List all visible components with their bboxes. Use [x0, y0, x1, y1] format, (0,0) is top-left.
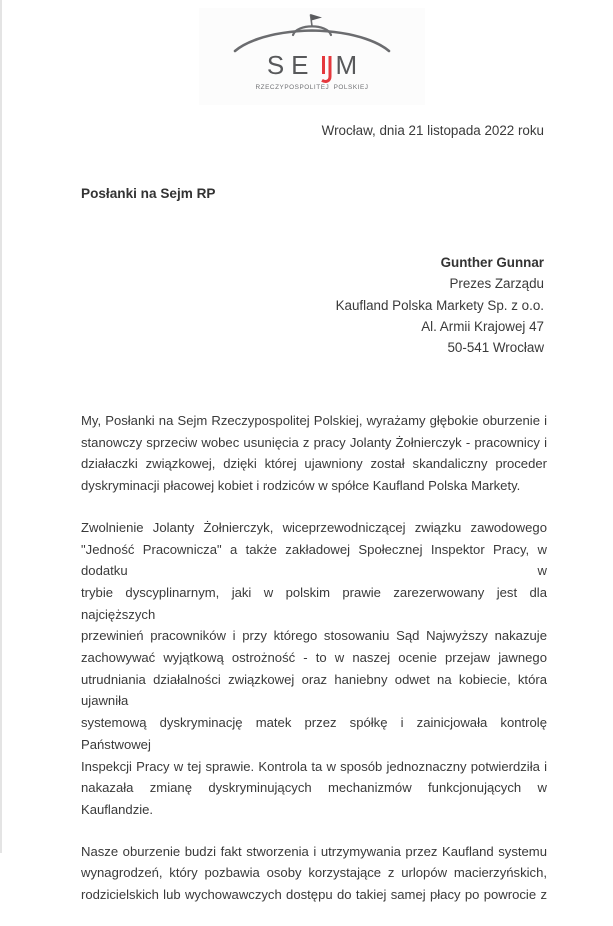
text-line: Inspekcji Pracy w tej sprawie. Kontrola ta w sposób jednoznaczny potwierdziła i: [81, 758, 547, 774]
recipient-name: Gunther Gunnar: [440, 255, 544, 270]
sejm-letter-m: M: [335, 50, 358, 80]
paragraph-2: [81, 517, 547, 821]
text-line: rodzicielskich lub wychowawczych dostępu do takiej samej płacy po powrocie z: [81, 887, 547, 903]
sejm-dome-icon: [232, 10, 392, 52]
text-line: dyskryminacji płacowej kobiet i rodziców w spółce Kaufland Polska Markety.: [81, 478, 521, 494]
recipient-company: Kaufland Polska Markety Sp. z o.o.: [335, 297, 544, 313]
text-line: wynagrodzeń, który pozbawia osoby korzystające z urlopów macierzyńskich,: [81, 865, 547, 881]
sejm-letters-se: SE: [266, 50, 316, 80]
text-line: zachowywać wyjątkową ostrożność - to w naszej ocenie przejaw jawnego: [81, 650, 547, 666]
text-line: nakazała zmianę dyskryminujących mechanizmów funkcjonujących w Kauflandzie.: [81, 780, 547, 817]
recipient-role: Prezes Zarządu: [449, 276, 544, 292]
text-line: trybie dyscyplinarnym, jaki w polskim prawie zarezerwowany jest dla najcięższych: [81, 584, 547, 622]
text-line: utrudniania działalności związkowej oraz haniebny odwet na kobiecie, która ujawniła: [81, 671, 547, 709]
text-line: stanowczy sprzeciw wobec usunięcia z pracy Jolanty Żołnierczyk - pracownicy i: [81, 434, 547, 450]
text-line: działaczki związkowej, dzięki której ujawniony został skandaliczny proceder: [81, 456, 547, 472]
sejm-logo: [199, 8, 425, 105]
paragraph-3: [81, 841, 547, 906]
letter-body: [81, 410, 547, 926]
date-line: Wrocław, dnia 21 listopada 2022 roku: [321, 123, 544, 138]
text-line: systemową dyskryminację matek przez spółkę i zainicjowała kontrolę Państwowej: [81, 715, 547, 752]
recipient-street: Al. Armii Krajowej 47: [421, 318, 544, 334]
recipient-city: 50-541 Wrocław: [447, 340, 544, 356]
sender-heading: Posłanki na Sejm RP: [81, 186, 216, 201]
sejm-letter-j-icon: [319, 55, 333, 83]
text-line: Zwolnienie Jolanty Żołnierczyk, wiceprzewodniczącej związku zawodowego: [81, 519, 547, 535]
text-line: "Jedność Pracownicza" a także zakładowej Społecznej Inspektor Pracy, w dodatku w: [81, 541, 547, 579]
logo-subtitle: RZECZYPOSPOLITEJ POLSKIEJ: [255, 84, 369, 91]
sejm-wordmark: [199, 50, 425, 82]
recipient-block: [336, 252, 544, 358]
text-line: My, Posłanki na Sejm Rzeczypospolitej Polskiej, wyrażamy głębokie oburzenie i: [81, 413, 547, 428]
text-line: Nasze oburzenie budzi fakt stworzenia i utrzymywania przez Kaufland systemu: [81, 843, 547, 859]
paragraph-1: [81, 410, 547, 497]
text-line: przewinień pracowników i przy którego stosowaniu Sąd Najwyższy nakazuje: [81, 628, 547, 644]
